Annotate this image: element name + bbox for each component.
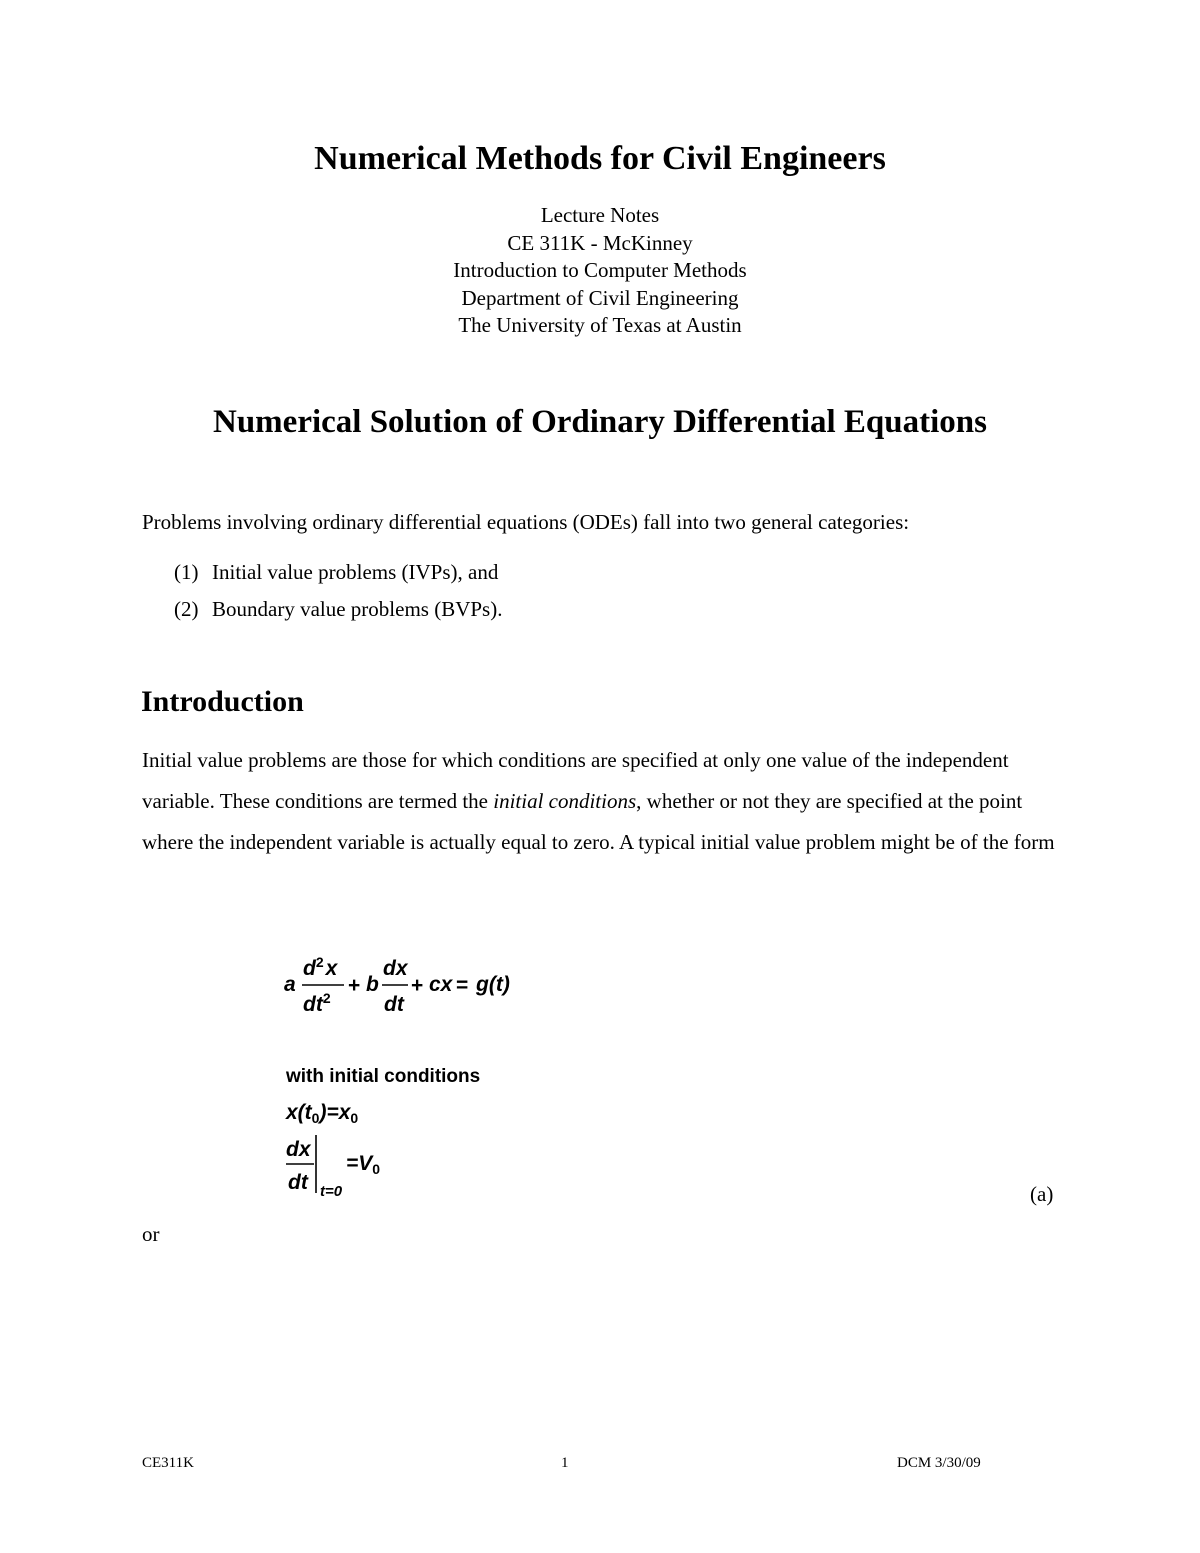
footer-left: CE311K [142, 1455, 194, 1471]
course-info [0, 202, 1200, 340]
list-text: Initial value problems (IVPs), and [212, 560, 499, 584]
body-text-part: Initial value problems are those for which conditions are specified at only one value of the independent variable. These conditions are termed the [142, 748, 1009, 813]
list-item [174, 597, 502, 622]
eq-dt2-den: $dt^2$ [303, 990, 331, 1016]
footer-page-number: 1 [561, 1455, 569, 1471]
document-title: Numerical Methods for Civil Engineers [314, 140, 886, 177]
info-line: Department of Civil Engineering [461, 285, 739, 310]
eq-cond2-rhs: =V0 [346, 1152, 381, 1177]
footer-right: DCM 3/30/09 [897, 1455, 981, 1471]
eq-plus: + [348, 974, 361, 997]
section-heading: Introduction [141, 685, 304, 718]
intro-paragraph: Problems involving ordinary differential equations (ODEs) fall into two general categories: [142, 510, 910, 534]
info-line: Lecture Notes [540, 203, 660, 227]
info-line: The University of Texas at Austin [458, 313, 742, 337]
eq-with-text: with initial conditions [286, 1066, 481, 1087]
body-paragraph [142, 740, 1062, 863]
info-line: Introduction to Computer Methods [453, 258, 747, 282]
list-text: Boundary value problems (BVPs). [212, 597, 503, 621]
or-text: or [142, 1222, 160, 1246]
eq-condition-1: x(t0)=x0 [286, 1101, 359, 1126]
eq-gt: g(t) [476, 973, 510, 996]
emphasis-text: initial conditions [493, 789, 637, 813]
section-title: Numerical Solution of Ordinary Differential Equations [213, 404, 987, 440]
equation-label: (a) [1030, 1182, 1054, 1206]
body-text-part: , whether or not they are specified at the point where the independent variable is actually equal to zero. A typical initial value problem might be of the form [142, 789, 1055, 854]
eq-coef-a: a [284, 973, 296, 996]
eq-dx-num: dx [383, 957, 408, 980]
list-item [174, 560, 498, 585]
list-number: (2) [174, 597, 199, 621]
eq-equals: = [456, 974, 469, 997]
list-number: (1) [174, 560, 199, 584]
eq-cond2-dx: dx [286, 1138, 311, 1161]
eq-coef-b: b [366, 973, 379, 996]
eq-plus: + [411, 974, 424, 997]
info-line: CE 311K - McKinney [507, 230, 693, 255]
eq-dt-den: dt [384, 993, 404, 1016]
eq-cond2-teq: t=0 [320, 1183, 343, 1200]
equation-block [280, 945, 780, 1205]
eq-cx: cx [429, 973, 453, 996]
eq-d2x-num: $d^2x$ [303, 954, 338, 980]
eq-cond2-dt: dt [288, 1171, 308, 1194]
